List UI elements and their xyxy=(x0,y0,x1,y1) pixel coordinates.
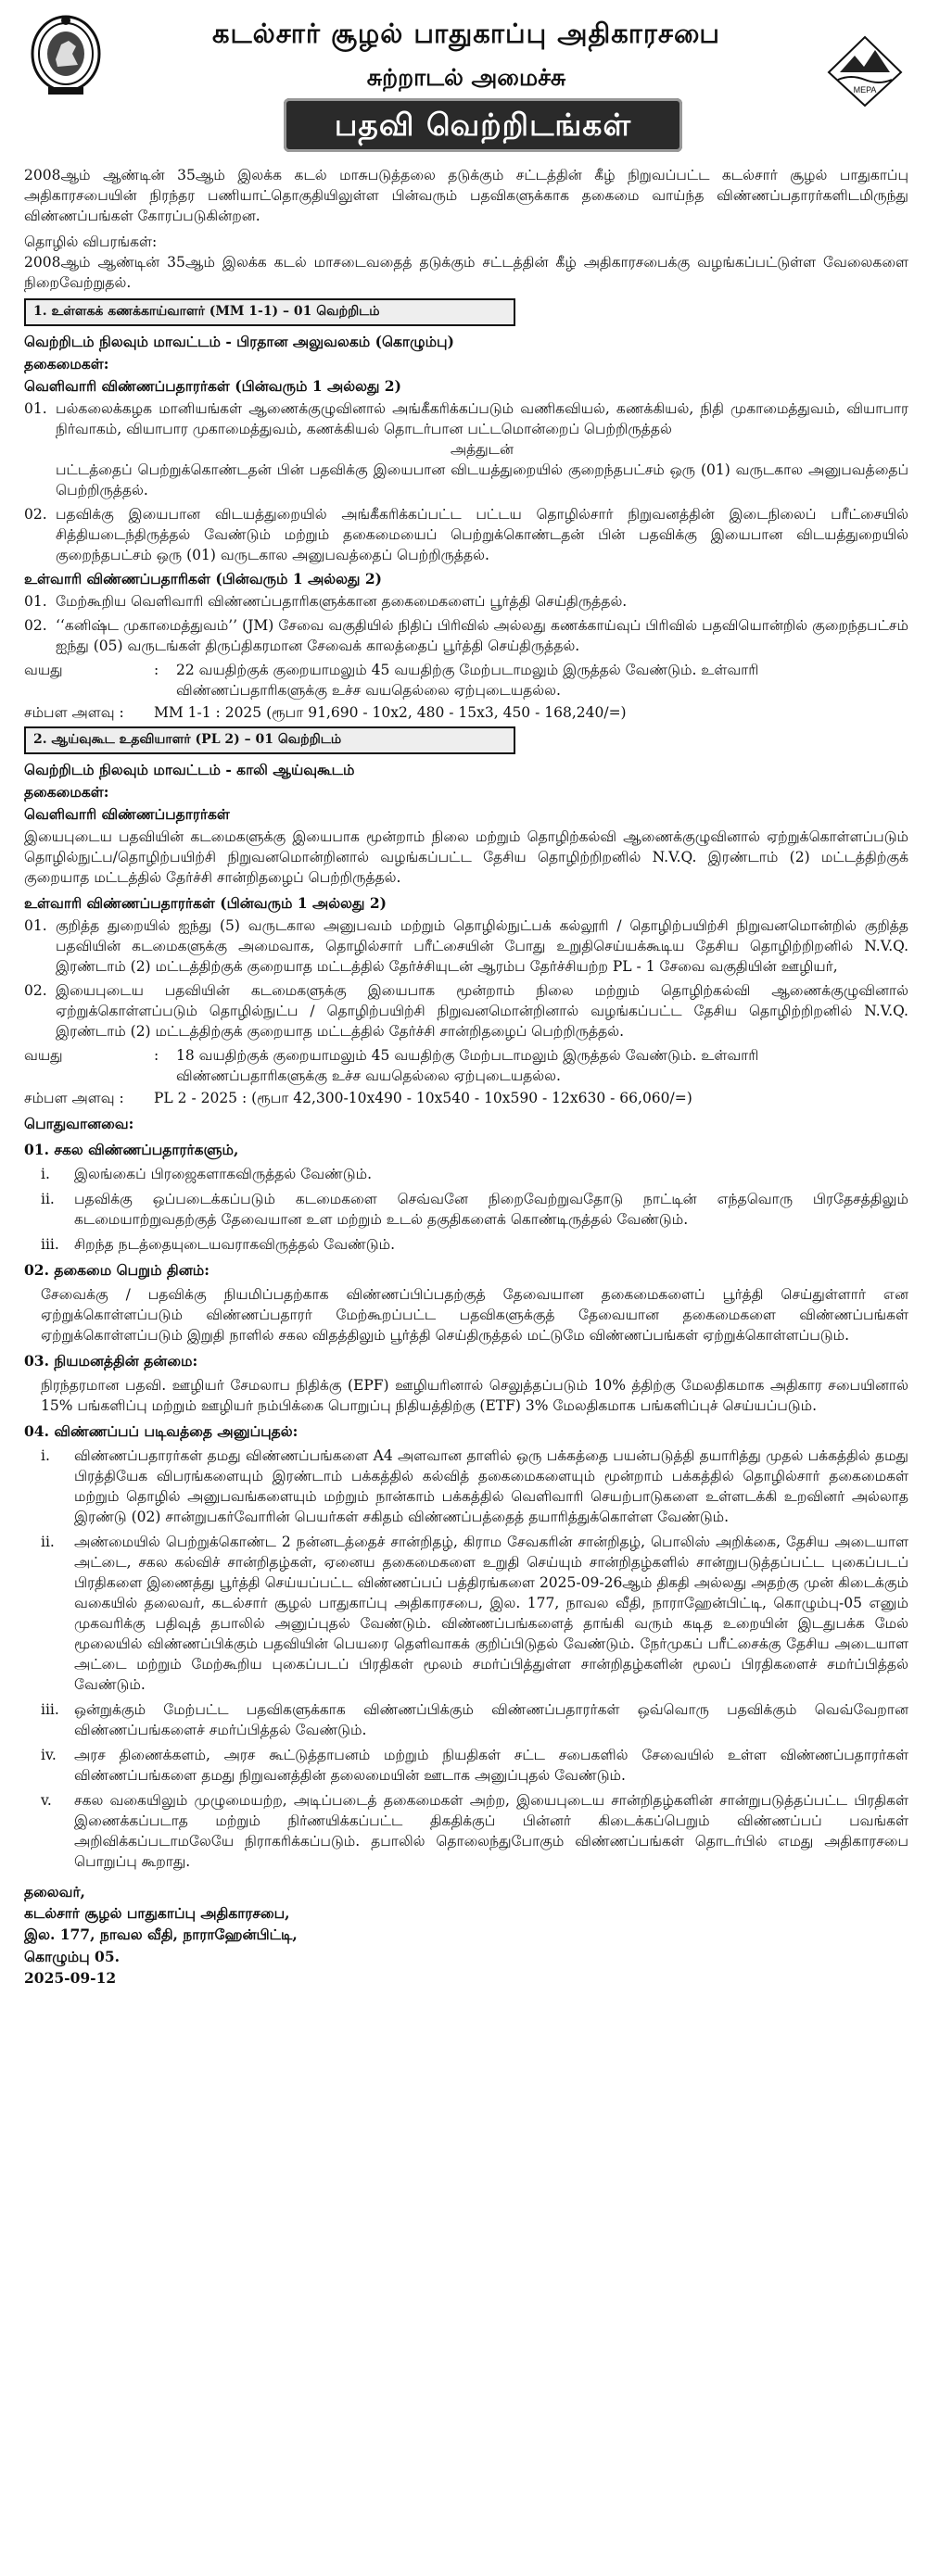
post1-location: வெற்றிடம் நிலவும் மாவட்டம் - பிரதான அலுவலகம் (கொழும்பு) xyxy=(24,332,454,350)
salary-label: சம்பள அளவு : xyxy=(24,703,124,721)
signature-line-2: கடல்சார் சூழல் பாதுகாப்பு அதிகாரசபை, xyxy=(24,1904,290,1922)
header xyxy=(24,7,908,165)
item-number: i. xyxy=(41,1165,50,1182)
general-s1-item-1 xyxy=(24,1164,908,1184)
post1-qual-heading: தகைமைகள்: xyxy=(24,354,109,373)
item-text: விண்ணப்பதாரர்கள் தமது விண்ணப்பங்களை A4 அளவான தாளில் ஒரு பக்கத்தை பயன்படுத்தி தயாரித்து முதல் பக்கத்தில் தமது பிரத்தியேக விபரங்களையும் இரண்டாம் பக்கத்தில் கல்வித் தகைமைகளையும் மூன்றாம் பக்கத்தில் தொழில்சார் தகைமைகள் மற்றும் தொழில் அனுபவங்களையும் மற்றும் நான்காம் பக்கத்தில் வெளிவாரி செயற்பாடுகளை உள்ளடக்கி உறவினர் அல்லாத இரண்டு (02) சான்றுபகர்வோரின் பெயர்கள் சகிதம் விண்ணப்பத்தைத் தயாரித்துக்கொள்ள வேண்டும். xyxy=(74,1446,908,1525)
post2-internal-heading: உள்வாரி விண்ணப்பதாரர்கள் (பின்வரும் 1 அல்லது 2) xyxy=(24,893,387,912)
general-s4-item-4 xyxy=(24,1745,908,1786)
signature-line-1: தலைவர், xyxy=(24,1882,85,1900)
post2-qual-heading: தகைமைகள்: xyxy=(24,782,109,801)
vacancies-banner: பதவி வெற்றிடங்கள் xyxy=(284,98,682,152)
general-s2-text: சேவைக்கு / பதவிக்கு நியமிப்பதற்காக விண்ணப்பிப்பதற்குத் தேவையான தகைமைகளைப் பூர்த்தி செய்துள்ளார் என ஏற்றுக்கொள்ளப்படும் விண்ணப்பதாரர் மேற்கூறப்பட்ட பதவிகளுக்குத் தேவையான தகைமைகளை விண்ணப்பங்கள் ஏற்றுக்கொள்ளப்படும் இறுதி நாளில் சகல விதத்திலும் பூர்த்தி செய்திருத்தல் மட்டுமே விண்ணப்பங்கள் ஏற்றுக்கொள்ளப்படும். xyxy=(41,1285,908,1344)
general-s4-heading: 04. விண்ணப்பப் படிவத்தை அனுப்புதல்: xyxy=(24,1421,298,1440)
item-text: குறித்த துறையில் ஐந்து (5) வருடகால அனுபவம் மற்றும் தொழில்நுட்பக் கல்லூரி / தொழிற்பயிற்சி நிறுவனமொன்றில் குறித்த பதவியின் கடமைகளுக்கு அமைவாக, தொழில்சார் பரீட்சையின் போது உறுதிசெய்யக்கூடிய தேசிய தொழிற்றிறனில் N.V.Q. இரண்டாம் (2) மட்டத்திற்குக் குறையாத மட்டத்தில் தேர்ச்சியுடன் ஆரம்ப தேர்ச்சியற்ற PL - 1 சேவை வகுதியின் ஊழியர், xyxy=(56,916,908,975)
general-s1-item-2 xyxy=(24,1189,908,1230)
item-number: ii. xyxy=(41,1533,55,1550)
item-number: 01. xyxy=(24,592,47,610)
salary-label: சம்பள அளவு : xyxy=(24,1089,124,1106)
general-s1-heading: 01. சகல விண்ணப்பதாரர்களும், xyxy=(24,1140,239,1158)
general-s2-heading: 02. தகைமை பெறும் தினம்: xyxy=(24,1260,210,1279)
general-s4-item-3 xyxy=(24,1699,908,1740)
post2-external-heading: வெளிவாரி விண்ணப்பதாரர்கள் xyxy=(24,804,230,823)
item-text: சகல வகையிலும் முழுமையற்ற, அடிப்படைத் தகைமைகள் அற்ற, இயைபுடைய சான்றிதழ்களின் சான்றுபடுத்தப்பட்ட பிரதிகள் இணைக்கப்படாத மற்றும் நிர்ணயிக்கப்பட்ட திகதிக்குப் பின்னர் கிடைக்கப்பெறும் விண்ணப்பப் பவங்கள் அறிவிக்கப்படாமலேயே நிராகரிக்கப்படும். தபாலில் தொலைந்துபோகும் விண்ணப்பங்கள் தொடர்பில் எமது அதிகாரசபை பொறுப்பு கூறாது. xyxy=(74,1791,908,1870)
post2-salary xyxy=(24,1088,908,1108)
item-number: 02. xyxy=(24,505,47,523)
item-number: 01. xyxy=(24,916,47,934)
item-number: v. xyxy=(41,1791,52,1809)
post1-external-heading: வெளிவாரி விண்ணப்பதாரர்கள் (பின்வரும் 1 அல்லது 2) xyxy=(24,376,401,395)
item-text: பதவிக்கு ஒப்படைக்கப்படும் கடமைகளை செவ்வனே நிறைவேற்றுவதோடு நாட்டின் எந்தவொரு பிரதேசத்திலும் கடமையாற்றுவதற்குத் தேவையான உள மற்றும் உடல் தகுதிகளைக் கொண்டிருத்தல் வேண்டும். xyxy=(74,1190,908,1228)
item-number: i. xyxy=(41,1446,50,1464)
post1-ext-item-2 xyxy=(24,504,908,565)
signature-block xyxy=(24,1881,908,1989)
post1-title-box: 1. உள்ளகக் கணக்காய்வாளர் (MM 1-1) – 01 வெற்றிடம் xyxy=(24,298,515,326)
general-s4-item-1 xyxy=(24,1446,908,1527)
post1-age xyxy=(24,660,908,701)
item-text: இலங்கைப் பிரஜைகளாகவிருத்தல் வேண்டும். xyxy=(74,1165,372,1182)
salary-text: PL 2 - 2025 : (ரூபா 42,300-10x490 - 10x540 - 10x590 - 12x630 - 66,060/=) xyxy=(154,1089,692,1106)
post1-int-item-1 xyxy=(24,591,908,612)
post2-int-item-1 xyxy=(24,915,908,977)
age-text: 18 வயதிற்குக் குறையாமலும் 45 வயதிற்கு மேற்படாமலும் இருத்தல் வேண்டும். உள்வாரி விண்ணப்பதாரிகளுக்கு உச்ச வயதெல்லை ஏற்புடையதல்ல. xyxy=(176,1046,759,1084)
post1-int-item-2 xyxy=(24,615,908,656)
item-text-continued: பட்டத்தைப் பெற்றுக்கொண்டதன் பின் பதவிக்கு இயைபான விடயத்துறையில் குறைந்தபட்சம் ஒரு (01) வருடகால அனுபவத்தைப் பெற்றிருத்தல். xyxy=(56,461,908,499)
general-s4-item-2 xyxy=(24,1532,908,1695)
mepa-logo-icon xyxy=(827,35,903,107)
item-text: மேற்கூறிய வெளிவாரி விண்ணப்பதாரிகளுக்கான தகைமைகளைப் பூர்த்தி செய்திருத்தல். xyxy=(56,592,628,610)
general-s1-item-3 xyxy=(24,1234,908,1255)
post2-title-box: 2. ஆய்வுகூட உதவியாளர் (PL 2) – 01 வெற்றிடம் xyxy=(24,726,515,754)
age-label: வயது xyxy=(24,661,63,678)
general-heading: பொதுவானவை: xyxy=(24,1114,134,1132)
post2-age xyxy=(24,1045,908,1086)
general-s4-item-5 xyxy=(24,1790,908,1872)
item-text: பல்கலைக்கழக மானியங்கள் ஆணைக்குழுவினால் அங்கீகரிக்கப்படும் வணிகவியல், கணக்கியல், நிதி முகாமைத்துவம், வியாபார நிர்வாகம், வியாபார முகாமைத்துவம், கணக்கியல் தொடர்பான பட்டமொன்றைப் பெற்றிருத்தல் xyxy=(56,399,908,437)
age-text: 22 வயதிற்குக் குறையாமலும் 45 வயதிற்கு மேற்படாமலும் இருத்தல் வேண்டும். உள்வாரி விண்ணப்பதாரிகளுக்கு உச்ச வயதெல்லை ஏற்புடையதல்ல. xyxy=(176,661,759,699)
org-title: கடல்சார் சூழல் பாதுகாப்பு அதிகாரசபை xyxy=(211,18,720,49)
intro-text: 2008ஆம் ஆண்டின் 35ஆம் இலக்க கடல் மாசுபடுத்தலை தடுக்கும் சட்டத்தின் கீழ் நிறுவப்பட்ட கடல்சார் சூழல் பாதுகாப்பு அதிகாரசபையின் நிரந்தர பணியாட்தொகுதியிலுள்ள பின்வரும் பதவிகளுக்காக தகைமை வாய்ந்த விண்ணப்பதாரர்களிடமிருந்து விண்ணப்பங்கள் கோரப்படுகின்றன. xyxy=(24,167,908,224)
post2-ext-text: இயைபுடைய பதவியின் கடமைகளுக்கு இயைபாக மூன்றாம் நிலை மற்றும் தொழிற்கல்வி ஆணைக்குழுவினால் ஏற்றுக்கொள்ளப்படும் தொழில்நுட்ப/தொழிற்பயிற்சி நிறுவனமொன்றினால் வழங்கப்பட்ட தேசிய தொழிற்றிறனில் N.V.Q. இரண்டாம் (2) மட்டத்திற்குக் குறையாத மட்டத்தில் தேர்ச்சி சான்றிதழைப் பெற்றிருத்தல். xyxy=(24,827,908,886)
post2-location: வெற்றிடம் நிலவும் மாவட்டம் - காலி ஆய்வுகூடம் xyxy=(24,760,355,778)
item-text: அரச திணைக்களம், அரச கூட்டுத்தாபனம் மற்றும் நியதிகள் சட்ட சபைகளில் சேவையில் உள்ள விண்ணப்பதாரர்கள் விண்ணப்பங்களை தமது நிறுவனத்தின் தலைமையின் ஊடாக அனுப்புதல் வேண்டும். xyxy=(74,1746,908,1784)
item-text: சிறந்த நடத்தையுடையவராகவிருத்தல் வேண்டும். xyxy=(74,1235,396,1253)
post2-int-item-2 xyxy=(24,980,908,1042)
item-text: இயைபுடைய பதவியின் கடமைகளுக்கு இயைபாக மூன்றாம் நிலை மற்றும் தொழிற்கல்வி ஆணைக்குழுவினால் ஏற்றுக்கொள்ளப்படும் தொழில்நுட்ப / தொழிற்பயிற்சி நிறுவனமொன்றினால் வழங்கப்பட்ட தேசிய தொழிற்றிறனில் N.V.Q. இரண்டாம் (2) மட்டத்திற்குக் குறையாத மட்டத்தில் தேர்ச்சி சான்றிதழைப் பெற்றிருத்தல். xyxy=(56,981,908,1040)
age-colon: : xyxy=(154,1046,159,1064)
signature-line-3: இல. 177, நாவல வீதி, நாராஹேன்பிட்டி, xyxy=(24,1926,298,1944)
age-colon: : xyxy=(154,661,159,678)
item-number: iii. xyxy=(41,1235,59,1253)
job-desc-text: 2008ஆம் ஆண்டின் 35ஆம் இலக்க கடல் மாசடைவதைத் தடுக்கும் சட்டத்தின் கீழ் அதிகாரசபைக்கு வழங்கப்பட்டுள்ள வேலைகளை நிறைவேற்றுதல். xyxy=(24,254,908,291)
salary-text: MM 1-1 : 2025 (ரூபா 91,690 - 10x2, 480 - 15x3, 450 - 168,240/=) xyxy=(154,703,627,721)
general-s3-heading: 03. நியமனத்தின் தன்மை: xyxy=(24,1351,198,1370)
ministry-title: சுற்றாடல் அமைச்சு xyxy=(366,64,566,91)
item-number: iii. xyxy=(41,1700,59,1718)
item-text: பதவிக்கு இயைபான விடயத்துறையில் அங்கீகரிக்கப்பட்ட பட்டய தொழில்சார் நிறுவனத்தின் இடைநிலைப் பரீட்சையில் சித்தியடைந்திருத்தல் வேண்டும் மற்றும் தகைமையைப் பெற்றுக்கொண்டதன் பின் பதவிக்கு இயைபான விடயத்துறையில் குறைந்தபட்சம் ஒரு (01) வருடகால அனுபவத்தைப் பெற்றிருத்தல். xyxy=(56,505,908,563)
signature-date: 2025-09-12 xyxy=(24,1968,117,1987)
post1-internal-heading: உள்வாரி விண்ணப்பதாரிகள் (பின்வரும் 1 அல்லது 2) xyxy=(24,569,382,587)
post1-salary xyxy=(24,702,908,723)
item-text: ஒன்றுக்கும் மேற்பட்ட பதவிகளுக்காக விண்ணப்பிக்கும் விண்ணப்பதாரர்கள் ஒவ்வொரு பதவிக்கும் வெவ்வேறான விண்ணப்பங்களைச் சமர்ப்பித்தல் வேண்டும். xyxy=(74,1700,908,1738)
general-s3-text: நிரந்தரமான பதவி. ஊழியர் சேமலாப நிதிக்கு (EPF) ஊழியரினால் செலுத்தப்படும் 10% த்திற்கு மேலதிகமாக அதிகார சபையினால் 15% பங்களிப்பு மற்றும் ஊழியர் நம்பிக்கை பொறுப்பு நிதியத்திற்கு (ETF) 3% மேலதிகமாக பங்களிப்புச் செய்யப்படும். xyxy=(41,1376,908,1414)
and-text: அத்துடன் xyxy=(450,440,514,458)
item-number: ii. xyxy=(41,1190,55,1207)
item-text: ‘‘கனிஷ்ட முகாமைத்துவம்’’ (JM) சேவை வகுதியில் நிதிப் பிரிவில் அல்லது கணக்காய்வுப் பிரிவில் பதவியொன்றில் குறைந்தபட்சம் ஐந்து (05) வருடங்கள் திருப்திகரமான சேவைக் காலத்தைப் பூர்த்தி செய்திருத்தல். xyxy=(56,616,908,654)
item-number: 02. xyxy=(24,981,47,999)
item-text: அண்மையில் பெற்றுக்கொண்ட 2 நன்னடத்தைச் சான்றிதழ், கிராம சேவகரின் சான்றிதழ், பொலிஸ் அறிக்கை, தேசிய அடையாள அட்டை, சகல கல்விச் சான்றிதழ்கள், ஏனைய தகைமைகளை உறுதி செய்யும் சான்றிதழ்களில் சான்றுபடுத்தப்பட்ட புகைப்படப் பிரதிகளை இணைத்து பூர்த்தி செய்யப்பட்ட விண்ணப்பப் பத்திரங்களை 2025-09-26ஆம் திகதி அல்லது அதற்கு முன் கிடைக்கும் வகையில் தலைவர், கடல்சார் சூழல் பாதுகாப்பு அதிகாரசபை, இல. 177, நாவல வீதி, நாராஹேன்பிட்டி, கொழும்பு-05 எனும் முகவரிக்கு பதிவுத் தபாலில் அனுப்புதல் வேண்டும். விண்ணப்பங்களைத் தாங்கி வரும் கடித உறையின் இடதுபக்க மேல் மூலையில் விண்ணப்பிக்கும் பதவியின் பெயரை தெளிவாகக் குறிப்பிடுதல் வேண்டும். நேர்முகப் பரீட்சைக்கு தேசிய அடையாள அட்டை மற்றும் மேற்கூறிய புகைப்படப் பிரதிகள் மூலம் சமர்ப்பித்துள்ள சான்றிதழ்களின் மூலப் பிரதிகளைச் சமர்ப்பித்தல் வேண்டும். xyxy=(74,1533,908,1693)
job-desc-heading: தொழில் விபரங்கள்: xyxy=(24,234,158,250)
age-label: வயது xyxy=(24,1046,63,1064)
item-number: 01. xyxy=(24,399,47,417)
item-number: 02. xyxy=(24,616,47,634)
mepa-logo-text: MEPA xyxy=(853,85,877,95)
post1-ext-item-1 xyxy=(24,398,908,500)
item-number: iv. xyxy=(41,1746,57,1763)
signature-line-4: கொழும்பு 05. xyxy=(24,1947,121,1965)
